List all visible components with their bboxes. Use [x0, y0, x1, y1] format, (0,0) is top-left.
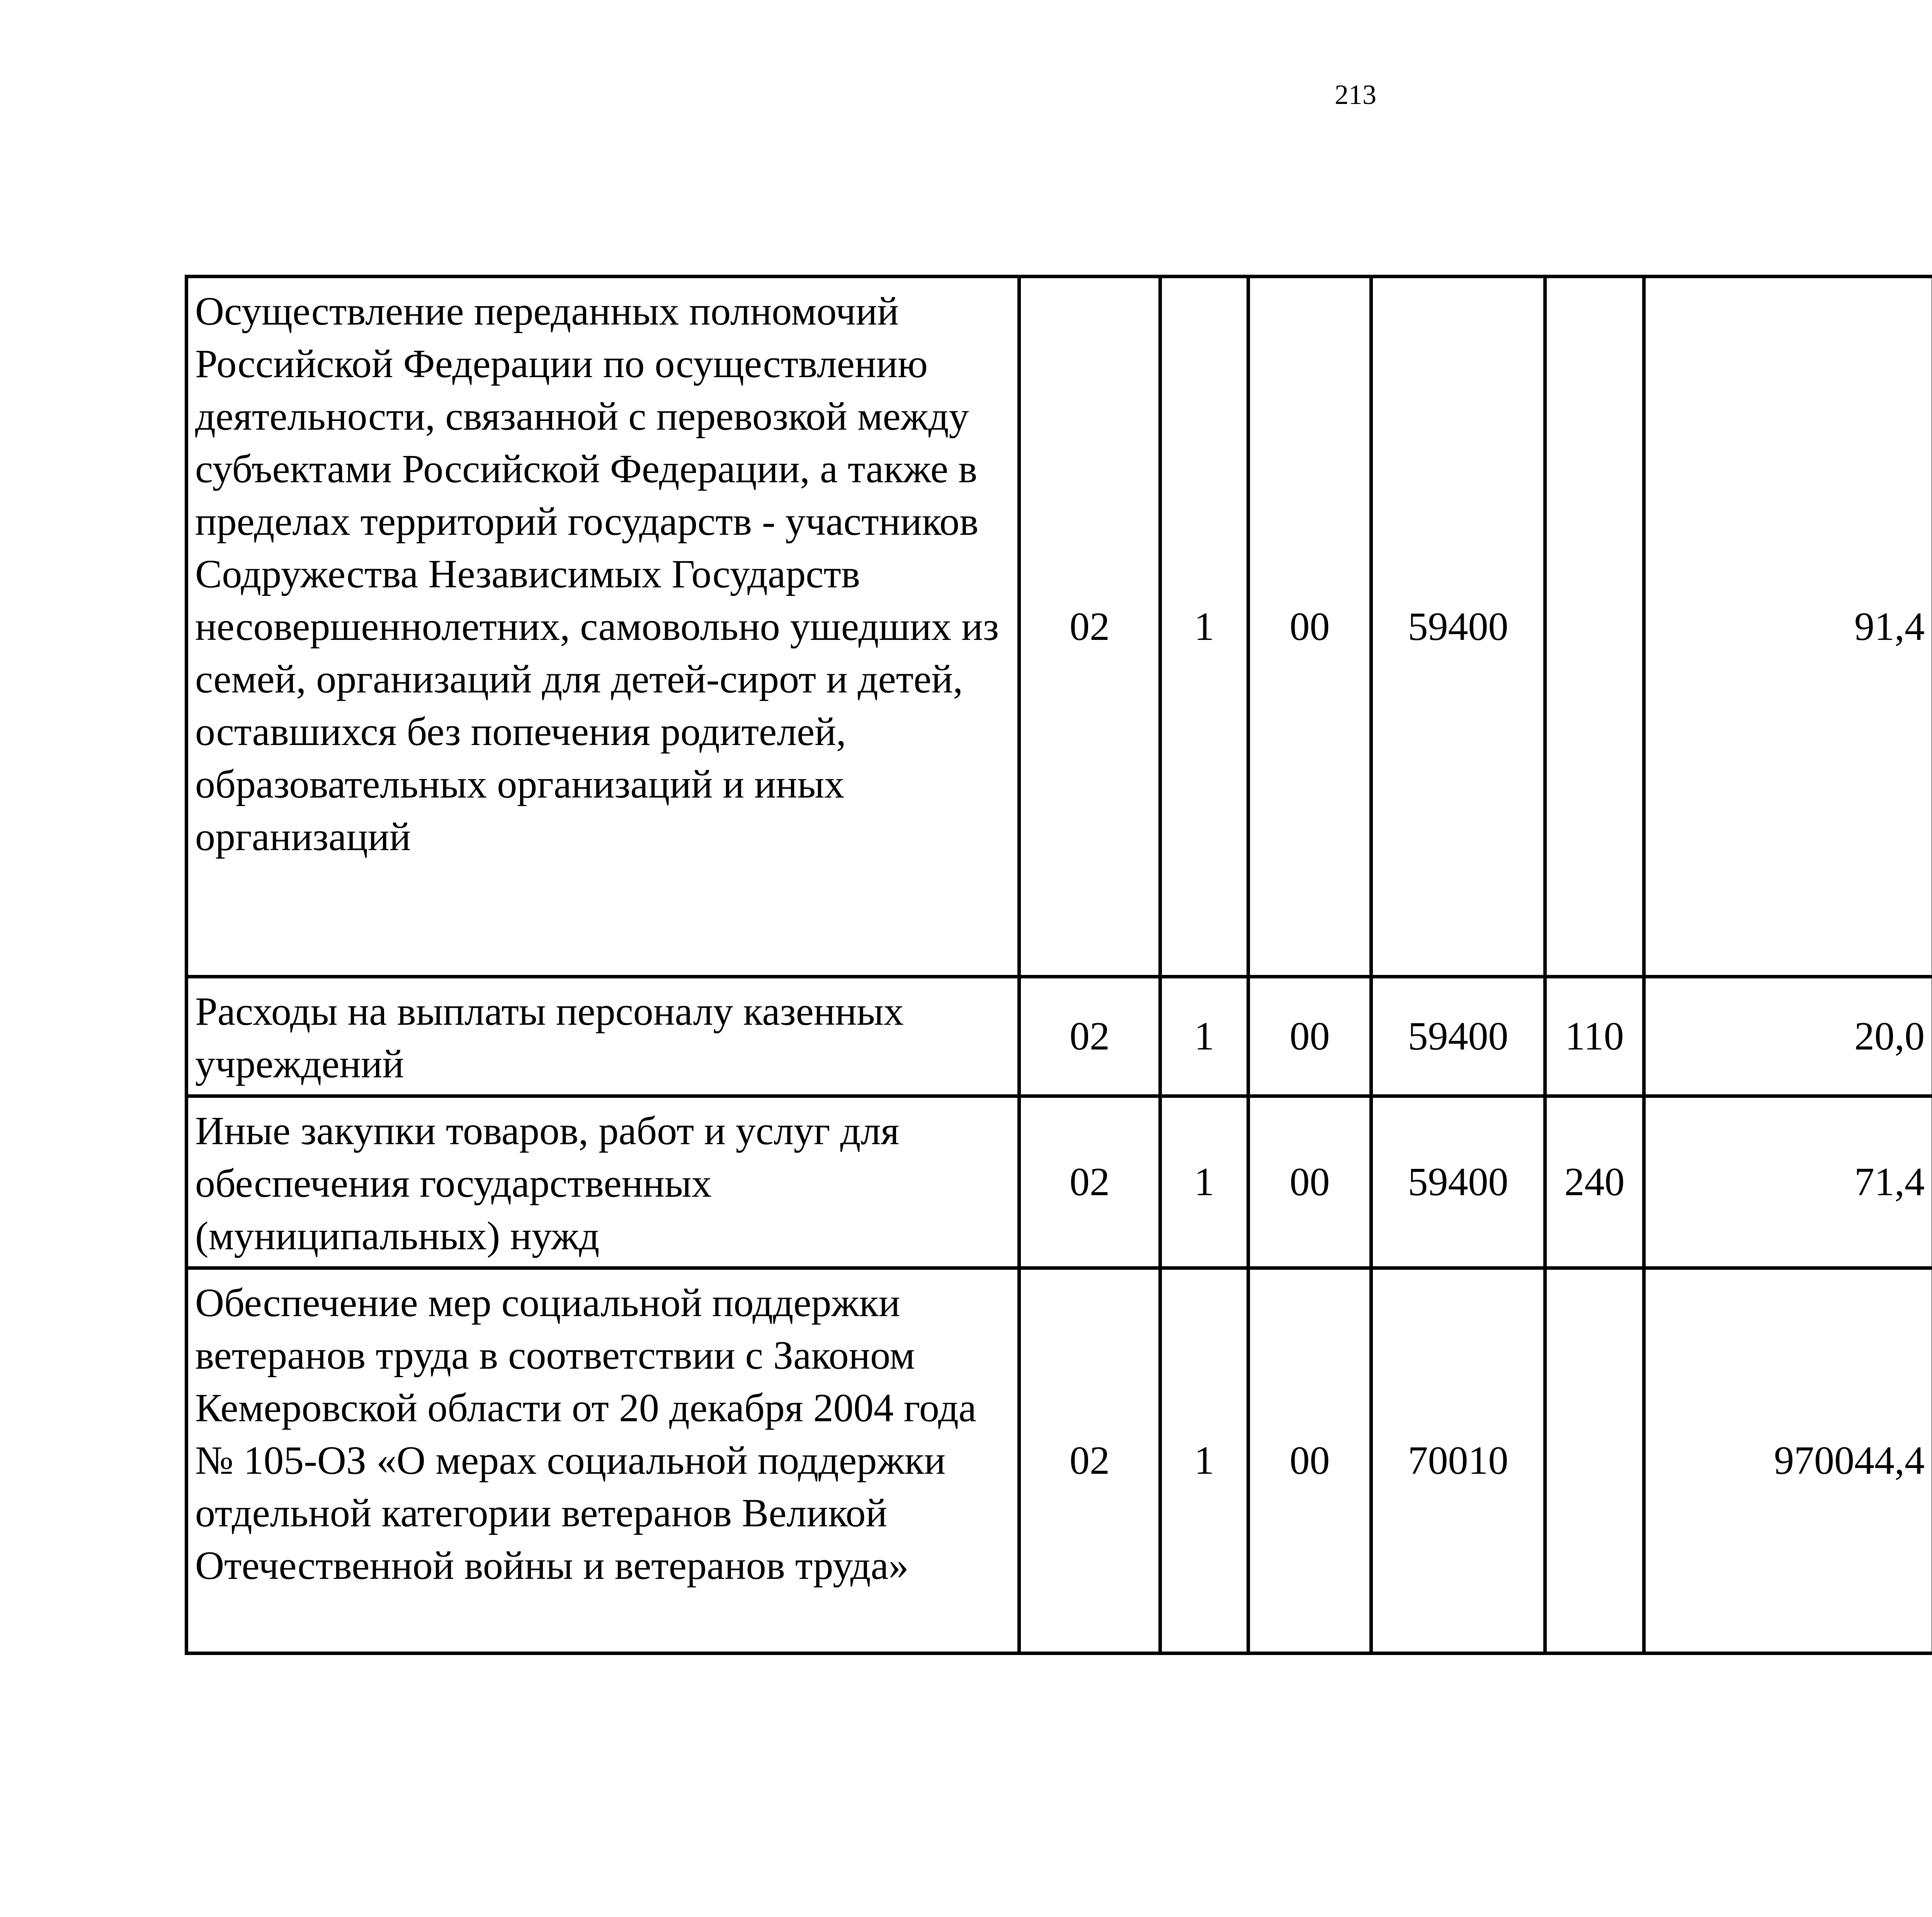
code-cell: 240 [1545, 1096, 1644, 1268]
code-cell: 02 [1019, 277, 1160, 977]
code-cell: 02 [1019, 1096, 1160, 1268]
table-row [187, 277, 1932, 977]
code-cell: 110 [1545, 977, 1644, 1096]
row-name-cell: Обеспечение мер социальной поддержки ветеранов труда в соответствии с Законом Кемеровской области от 20 декабря 2004 года № 105-ОЗ «О мерах социальной поддержки отдельной категории ветеранов Великой Отечественной войны и ветеранов труда» [187, 1268, 1019, 1653]
code-cell: 00 [1248, 977, 1371, 1096]
code-cell: 02 [1019, 1268, 1160, 1653]
code-cell: 70010 [1371, 1268, 1545, 1653]
code-cell: 00 [1248, 1096, 1371, 1268]
row-name-cell: Иные закупки товаров, работ и услуг для обеспечения государственных (муниципальных) нужд [187, 1096, 1019, 1268]
code-cell: 1 [1160, 977, 1248, 1096]
code-cell: 59400 [1371, 977, 1545, 1096]
code-cell: 00 [1248, 277, 1371, 977]
page-number: 213 [1335, 79, 1376, 110]
code-cell [1545, 1268, 1644, 1653]
code-cell: 00 [1248, 1268, 1371, 1653]
budget-table [185, 275, 1932, 1655]
amount-cell: 20,0 [1644, 977, 1932, 1096]
table-row [187, 977, 1932, 1096]
row-name-cell: Расходы на выплаты персоналу казенных учреждений [187, 977, 1019, 1096]
table-row [187, 1268, 1932, 1653]
amount-cell: 970044,4 [1644, 1268, 1932, 1653]
amount-cell: 91,4 [1644, 277, 1932, 977]
code-cell [1545, 277, 1644, 977]
row-name-cell: Осуществление переданных полномочий Российской Федерации по осуществлению деятельности, связанной с перевозкой между субъектами Российской Федерации, а также в пределах территорий государств - участников Содружества Независимых Государств несовершеннолетних, самовольно ушедших из семей, организаций для детей-сирот и детей, оставшихся без попечения родителей, образовательных организаций и иных организаций [187, 277, 1019, 977]
code-cell: 1 [1160, 1268, 1248, 1653]
code-cell: 1 [1160, 277, 1248, 977]
table-row [187, 1096, 1932, 1268]
code-cell: 59400 [1371, 1096, 1545, 1268]
code-cell: 02 [1019, 977, 1160, 1096]
code-cell: 59400 [1371, 277, 1545, 977]
code-cell: 1 [1160, 1096, 1248, 1268]
amount-cell: 71,4 [1644, 1096, 1932, 1268]
